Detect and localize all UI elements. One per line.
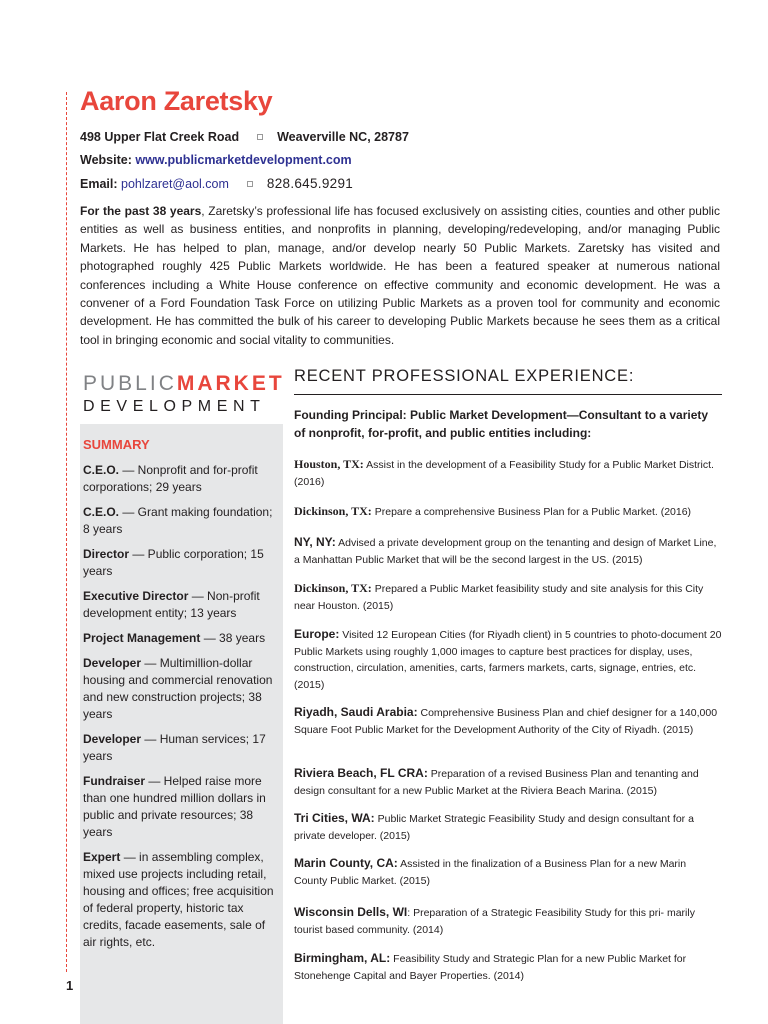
summary-desc: — Nonprofit and for-profit corporations; 29 years — [83, 463, 258, 494]
summary-item — [83, 630, 278, 647]
summary-item — [83, 773, 278, 841]
summary-item — [83, 655, 278, 723]
summary-role: Expert — [83, 850, 121, 864]
experience-location: NY, NY: — [294, 535, 336, 549]
address-line — [80, 130, 409, 144]
experience-description: Advised a private development group on the tenanting and design of Market Line, a Manhattan Public Market that will be the second largest in the US. (2015) — [294, 537, 717, 566]
summary-role: C.E.O. — [83, 505, 120, 519]
experience-location: Europe: — [294, 627, 340, 641]
summary-role: Developer — [83, 656, 142, 670]
summary-desc: — in assembling complex, mixed use projects including retail, housing and offices; free acquisition of federal property, historic tax credits, facade easements, sale of air rights, etc. — [83, 850, 274, 949]
experience-location: Houston, TX: — [294, 457, 364, 471]
logo — [80, 364, 283, 424]
experience-item — [294, 810, 722, 844]
summary-role: Fundraiser — [83, 774, 146, 788]
experience-item — [294, 456, 722, 490]
experience-description: Public Market Strategic Feasibility Study and design consultant for a private developer. (2015) — [294, 813, 694, 842]
bullet-separator-icon — [247, 181, 253, 187]
summary-item — [83, 462, 278, 496]
summary-heading: SUMMARY — [83, 437, 150, 452]
logo-market: MARKET — [176, 372, 285, 395]
summary-role: Project Management — [83, 631, 201, 645]
experience-description: Prepared a Public Market feasibility study and site analysis for this City near Houston. (2015) — [294, 583, 704, 612]
margin-dashed-rule — [66, 92, 67, 972]
logo-development: DEVELOPMENT — [83, 398, 266, 415]
logo-public: PUBLIC — [83, 372, 177, 395]
experience-location: Riyadh, Saudi Arabia: — [294, 705, 418, 719]
experience-description: Assisted in the finalization of a Business Plan for a new Marin County Public Market. (2015) — [294, 858, 687, 887]
bio-text: , Zaretsky’s professional life has focused exclusively on assisting cities, counties and other public entities as well as business entities, and nonprofits in planning, developing/redeveloping, and/or managing Public Markets. He has helped to plan, manage, and/or develop nearly 50 Public Markets. Zaretsky has visited and photographed roughly 425 Public Markets worldwide. He has been a featured speaker at numerous national conferences including a White House conference on effective community and economic development. He was a convener of a Ford Foundation Task Force on utilizing Public Markets as a proven tool for community and economic development. He has committed the bulk of his career to developing Public Markets because he sees them as a critical tool in bringing economic and social vitality to communities. — [80, 204, 720, 347]
summary-role: Developer — [83, 732, 142, 746]
experience-item — [294, 765, 722, 799]
summary-list — [83, 462, 278, 959]
summary-item — [83, 849, 278, 951]
experience-rule — [294, 394, 722, 395]
bio-lead: For the past 38 years — [80, 204, 202, 218]
website-line — [80, 153, 352, 167]
experience-location: Wisconsin Dells, WI — [294, 905, 408, 919]
experience-item — [294, 534, 722, 568]
summary-role: C.E.O. — [83, 463, 120, 477]
bullet-separator-icon — [257, 134, 263, 140]
website-link[interactable]: www.publicmarketdevelopment.com — [135, 153, 352, 167]
summary-desc: — Non-profit development entity; 13 years — [83, 589, 260, 620]
experience-location: Marin County, CA: — [294, 856, 398, 870]
summary-desc: — 38 years — [200, 631, 266, 645]
experience-description: Visited 12 European Cities (for Riyadh client) in 5 countries to photo-document 20 Public Markets using roughly 1,000 images to capture best practices for display, uses, construction, circulation, amenities, carts, farmers markets, carts, signage, entries, etc. (2015) — [294, 629, 722, 691]
experience-item — [294, 503, 722, 521]
summary-desc: — Helped raise more than one hundred million dollars in public and private resources; 38 years — [83, 774, 266, 839]
summary-desc: — Grant making foundation; 8 years — [83, 505, 273, 536]
experience-description: Prepare a comprehensive Business Plan for a Public Market. (2016) — [371, 506, 692, 518]
summary-item — [83, 731, 278, 765]
summary-desc: — Human services; 17 years — [83, 732, 266, 763]
website-label: Website: — [80, 153, 132, 167]
street-address: 498 Upper Flat Creek Road — [80, 130, 240, 144]
summary-desc: — Public corporation; 15 years — [83, 547, 264, 578]
phone-number: 828.645.9291 — [266, 176, 354, 191]
bio-paragraph — [80, 202, 720, 349]
logo-wordmark-top — [83, 372, 285, 396]
experience-item — [294, 904, 722, 938]
summary-item — [83, 504, 278, 538]
experience-description: Preparation of a revised Business Plan and tenanting and design consultant for a new Public Market at the Riviera Beach Marina. (2015) — [294, 768, 699, 797]
experience-heading: RECENT PROFESSIONAL EXPERIENCE: — [294, 367, 635, 385]
page-number: 1 — [66, 978, 74, 993]
experience-item — [294, 704, 722, 738]
email-link[interactable]: pohlzaret@aol.com — [121, 177, 229, 191]
experience-description: Feasibility Study and Strategic Plan for a new Public Market for Stonehenge Capital and Bayer Properties. (2014) — [294, 953, 687, 982]
summary-desc: — Multimillion-dollar housing and commercial renovation and new construction projects; 38 years — [83, 656, 273, 721]
email-phone-line — [80, 176, 353, 191]
summary-role: Director — [83, 547, 130, 561]
summary-sidebar — [80, 364, 283, 1024]
experience-intro: Founding Principal: Public Market Development—Consultant to a variety of nonprofit, for-profit, and public entities including: — [294, 408, 709, 440]
summary-role: Executive Director — [83, 589, 189, 603]
city-state-zip: Weaverville NC, 28787 — [277, 130, 409, 144]
email-label: Email: — [80, 177, 118, 191]
experience-location: Birmingham, AL: — [294, 951, 391, 965]
experience-location: Tri Cities, WA: — [294, 811, 375, 825]
experience-description: : Preparation of a Strategic Feasibility Study for this pri- marily tourist based community. (2014) — [294, 907, 695, 936]
experience-location: Dickinson, TX: — [294, 581, 372, 595]
experience-description: Assist in the development of a Feasibility Study for a Public Market District. (2016) — [294, 459, 714, 488]
experience-item — [294, 950, 722, 984]
experience-location: Riviera Beach, FL CRA: — [294, 766, 428, 780]
summary-item — [83, 588, 278, 622]
experience-item — [294, 580, 722, 614]
experience-description: Comprehensive Business Plan and chief designer for a 140,000 Square Foot Public Market for the Development Authority of the City of Riyadh. (2015) — [294, 707, 718, 736]
experience-item — [294, 626, 722, 693]
experience-location: Dickinson, TX: — [294, 504, 372, 518]
summary-item — [83, 546, 278, 580]
resume-name: Aaron Zaretsky — [80, 86, 273, 116]
experience-item — [294, 855, 722, 889]
